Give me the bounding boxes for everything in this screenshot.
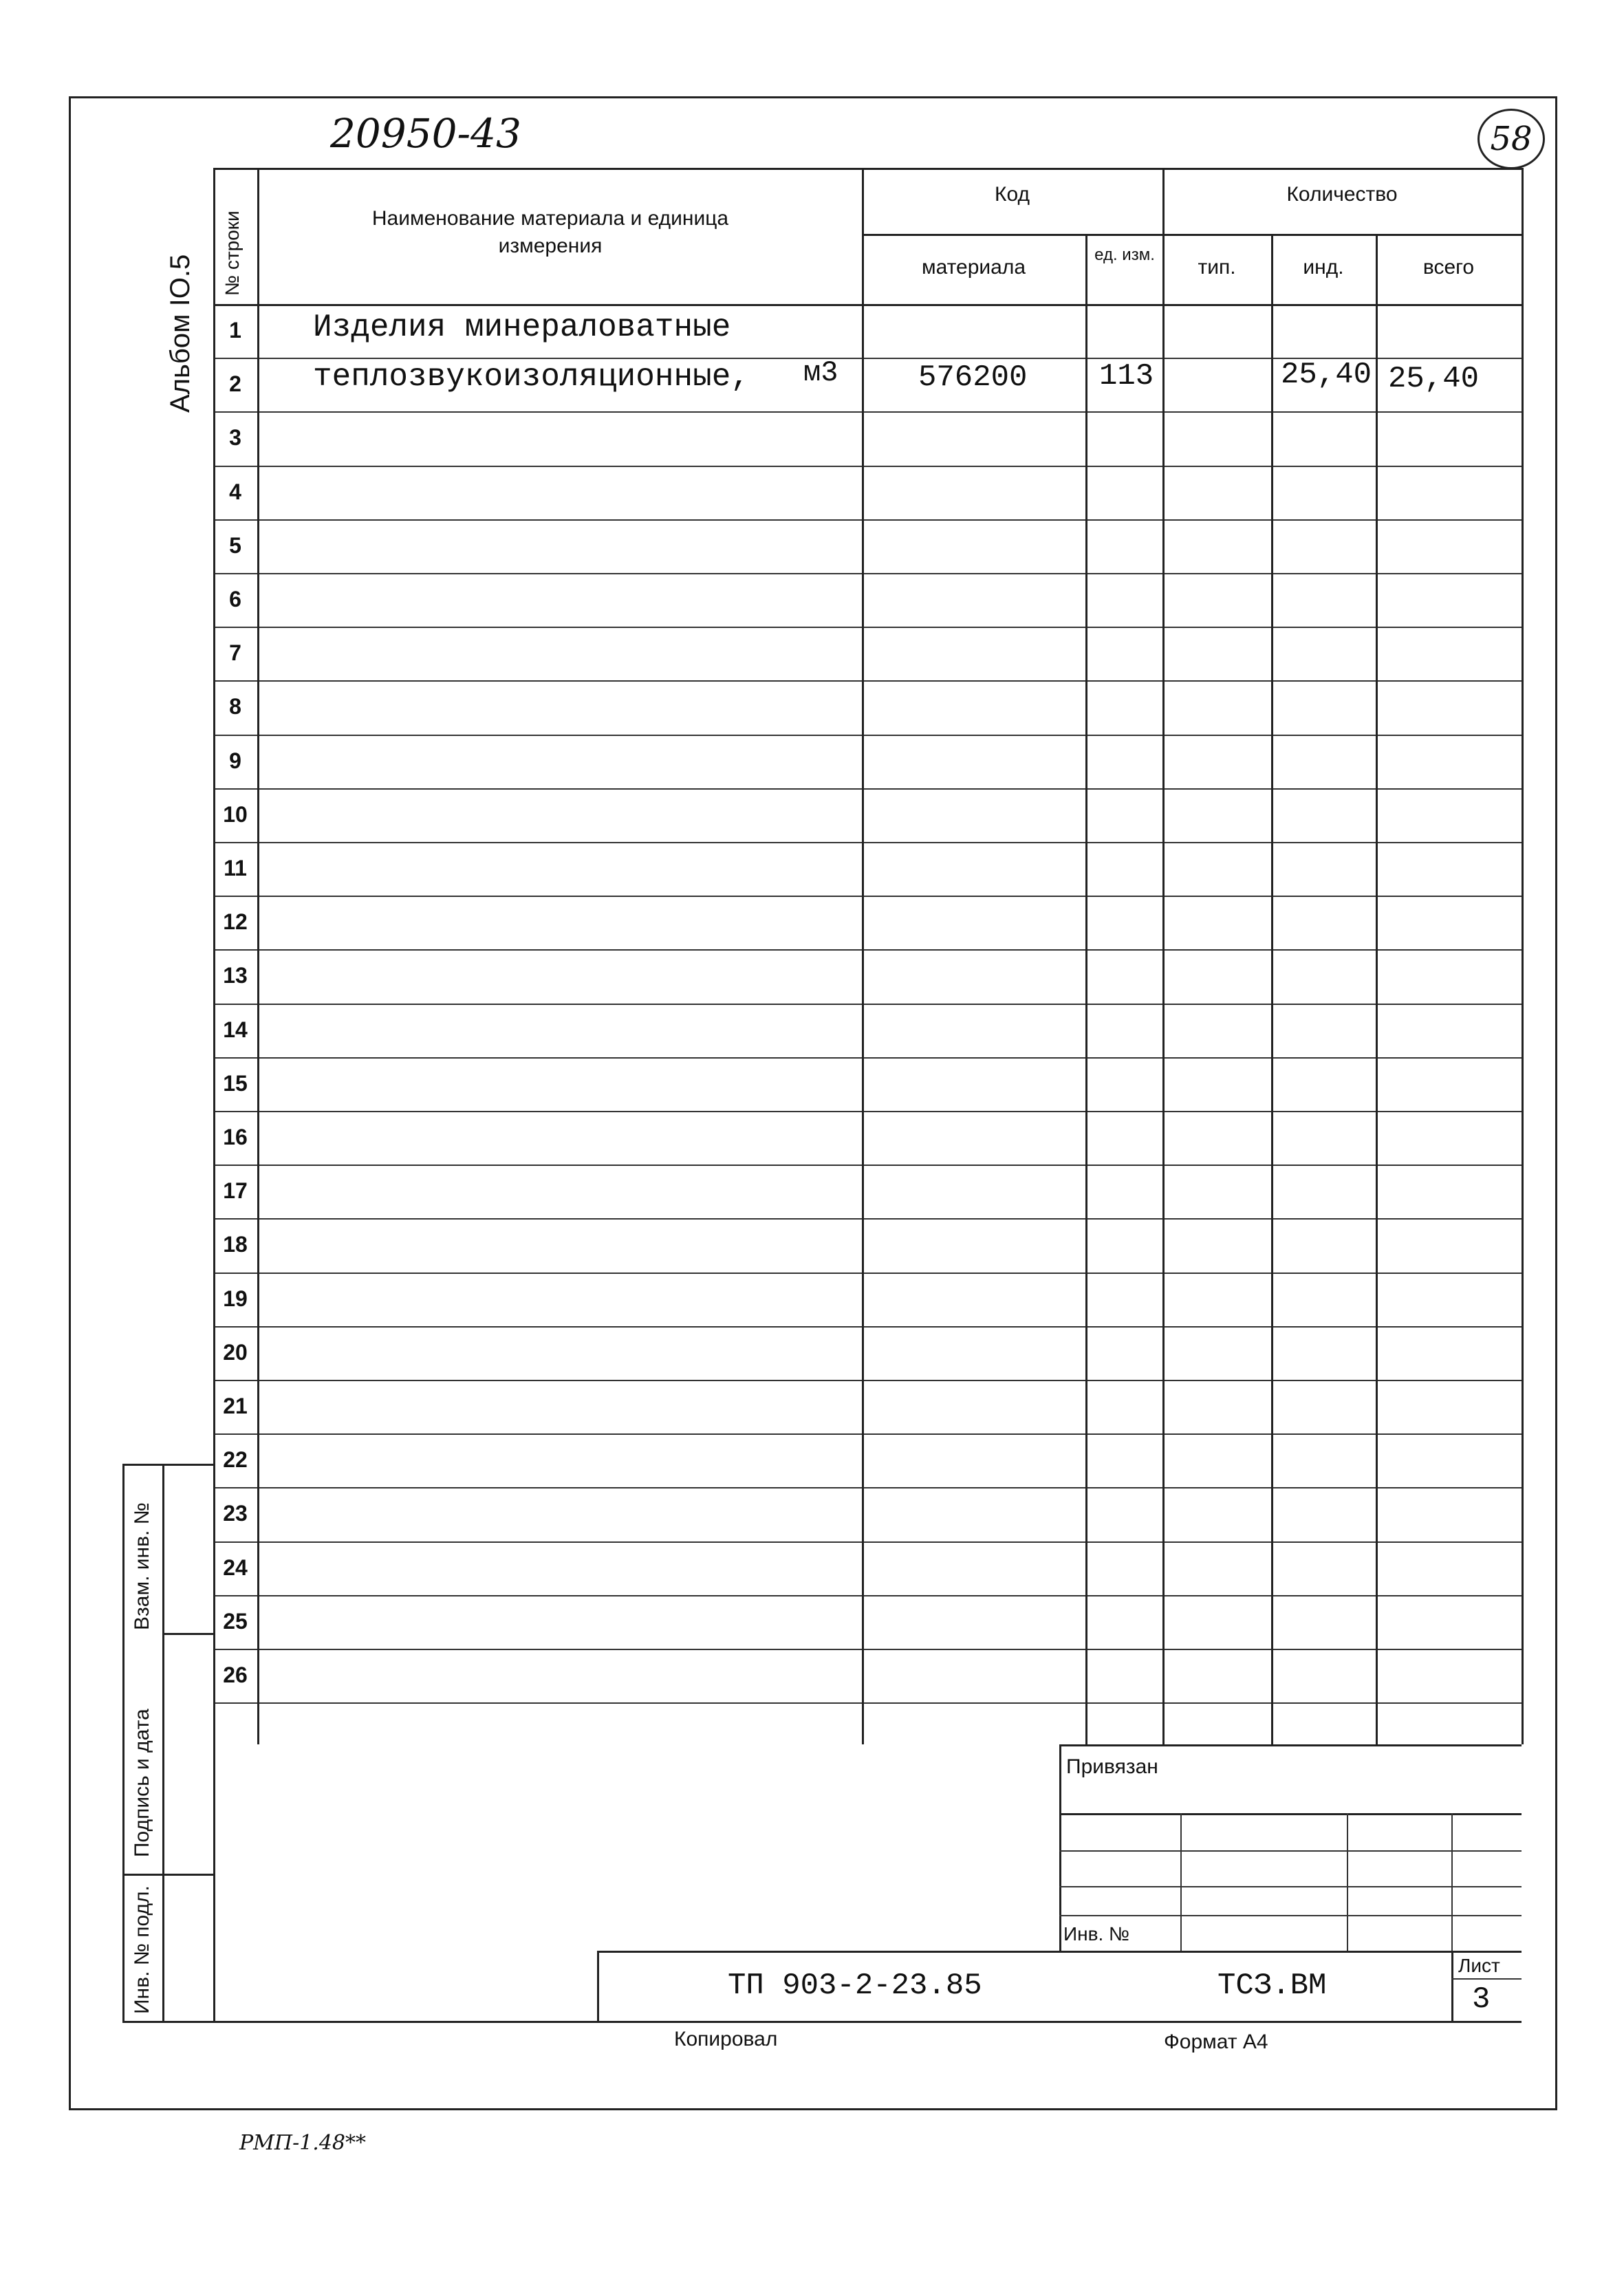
row-2-total: 25,40 (1388, 362, 1480, 396)
album-label: Альбом IO.5 (165, 254, 195, 413)
row-2-material-code: 576200 (918, 360, 1028, 395)
name-column-header: Наименование материала и единица измерения (371, 207, 729, 257)
copied-label: Копировал (674, 2028, 778, 2050)
document-code: ТСЗ.ВМ (1217, 1969, 1327, 2003)
unit-code-header: ед. изм. (1094, 246, 1155, 264)
format-label: Формат А4 (1164, 2031, 1268, 2053)
row-divider (213, 1165, 1522, 1166)
row-divider (213, 735, 1522, 736)
row-number: 3 (229, 425, 241, 450)
row-divider (213, 1380, 1522, 1381)
row-number: 22 (223, 1447, 248, 1472)
row-number: 2 (229, 371, 241, 396)
row-number: 7 (229, 640, 241, 665)
row-divider (213, 1541, 1522, 1543)
row-divider (213, 1057, 1522, 1059)
row-divider (213, 573, 1522, 574)
row-divider (213, 788, 1522, 790)
row-number: 10 (223, 802, 248, 827)
row-divider (213, 1595, 1522, 1596)
row-number: 15 (223, 1071, 248, 1096)
row-2-unit: м3 (803, 356, 838, 389)
row-divider (213, 1326, 1522, 1328)
row-2-unit-code: 113 (1099, 359, 1154, 393)
sheet-number: 3 (1472, 1982, 1491, 2017)
row-number: 13 (223, 963, 248, 988)
row-number: 4 (229, 479, 241, 504)
total-header: всего (1422, 256, 1475, 279)
row-2-name: теплозвукоизоляционные, (313, 359, 750, 395)
row-divider (213, 1273, 1522, 1274)
row-number: 18 (223, 1232, 248, 1257)
row-divider (213, 1433, 1522, 1435)
row-divider (213, 1702, 1522, 1704)
row-number: 23 (223, 1501, 248, 1526)
row-divider (213, 1111, 1522, 1112)
inv-no-label: Инв. № (1063, 1923, 1130, 1945)
row-1-name: Изделия минераловатные (313, 310, 731, 345)
row-divider (213, 519, 1522, 521)
row-number: 16 (223, 1125, 248, 1149)
row-number: 8 (229, 694, 241, 719)
signature-date-label: Подпись и дата (131, 1709, 153, 1857)
material-code-header: материала (921, 256, 1026, 279)
row-divider (213, 411, 1522, 413)
page-number-circle (1477, 109, 1545, 169)
row-divider (213, 1218, 1522, 1220)
row-divider (213, 627, 1522, 628)
row-divider (213, 680, 1522, 682)
typ-header: тип. (1198, 256, 1236, 279)
row-number-header: № строки (221, 210, 243, 296)
doc-number: 20950-43 (330, 110, 521, 157)
row-divider (213, 896, 1522, 897)
row-number: 12 (223, 909, 248, 934)
row-number: 21 (223, 1394, 248, 1418)
row-number: 1 (229, 318, 241, 343)
quantity-group-header: Количество (1286, 183, 1398, 206)
inv-original-label: Инв. № подл. (131, 1885, 153, 2014)
row-number: 14 (223, 1017, 248, 1042)
ind-header: инд. (1303, 256, 1344, 279)
row-number: 17 (223, 1178, 248, 1203)
stamp-mark: РМП-1.48** (239, 2131, 366, 2155)
row-divider (213, 1004, 1522, 1005)
row-number: 24 (223, 1555, 248, 1580)
row-2-ind: 25,40 (1281, 358, 1372, 392)
sheet-label: Лист (1458, 1955, 1500, 1976)
project-code: ТП 903-2-23.85 (728, 1969, 982, 2003)
code-group-header: Код (994, 183, 1030, 206)
row-number: 5 (229, 533, 241, 558)
row-number: 11 (224, 856, 247, 880)
replace-inv-label: Взам. инв. № (131, 1502, 153, 1630)
privyazan-label: Привязан (1066, 1755, 1158, 1778)
row-number: 6 (229, 587, 241, 611)
row-divider (213, 1487, 1522, 1488)
row-divider (213, 842, 1522, 843)
row-number: 20 (223, 1340, 248, 1365)
row-divider (213, 949, 1522, 951)
page-number: 58 (1490, 120, 1533, 158)
row-number: 19 (223, 1286, 248, 1311)
row-number: 9 (229, 748, 241, 773)
row-number: 26 (223, 1663, 248, 1687)
row-divider (213, 466, 1522, 467)
page-frame (69, 96, 1557, 2110)
row-number: 25 (223, 1609, 248, 1634)
row-divider (213, 1649, 1522, 1650)
